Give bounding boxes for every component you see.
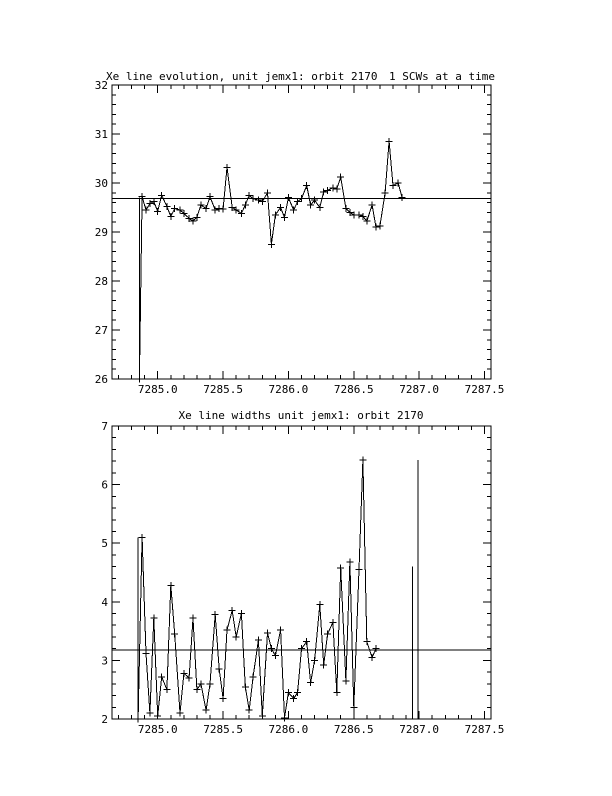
bottom-chart-ytick-label: 7: [101, 420, 108, 433]
top-chart-subtitle: 1 SCWs at a time: [389, 70, 495, 83]
bottom-chart-ytick-label: 6: [101, 478, 108, 492]
top-chart-xtick-label: 7285.0: [137, 383, 178, 396]
top-chart-ytick-label: 26: [94, 373, 108, 386]
top-chart-ytick-label: 30: [94, 177, 108, 190]
bottom-chart-xtick-label: 7287.5: [464, 723, 505, 736]
bottom-chart-ytick-label: 2: [101, 713, 108, 726]
top-chart-ytick-label: 28: [94, 275, 108, 288]
bottom-chart-xtick-label: 7285.0: [137, 723, 178, 736]
top-chart-ytick-label: 27: [94, 324, 108, 337]
bottom-chart-xtick-label: 7286.0: [268, 723, 309, 736]
bottom-chart-title: Xe line widths unit jemx1: orbit 2170: [178, 409, 424, 422]
top-chart-xtick-label: 7285.5: [203, 383, 243, 396]
top-chart-xtick-label: 7287.5: [464, 383, 505, 396]
bottom-chart-xtick-label: 7285.5: [203, 723, 243, 736]
top-chart-ytick-label: 29: [94, 226, 108, 239]
top-chart-xtick-label: 7286.5: [333, 383, 374, 396]
top-chart-ytick-label: 32: [94, 79, 108, 92]
bottom-chart-xtick-label: 7287.0: [399, 723, 439, 736]
bottom-chart-ytick-label: 4: [101, 595, 108, 609]
top-chart-title: Xe line evolution, unit jemx1: orbit 2170: [106, 70, 378, 83]
bottom-chart-ytick-label: 3: [101, 654, 108, 668]
bottom-chart-ytick-label: 5: [101, 537, 108, 551]
top-chart-ytick-label: 31: [94, 128, 108, 141]
bottom-chart-xtick-label: 7286.5: [333, 723, 374, 736]
top-chart-xtick-label: 7286.0: [268, 383, 309, 396]
top-chart-xtick-label: 7287.0: [399, 383, 439, 396]
